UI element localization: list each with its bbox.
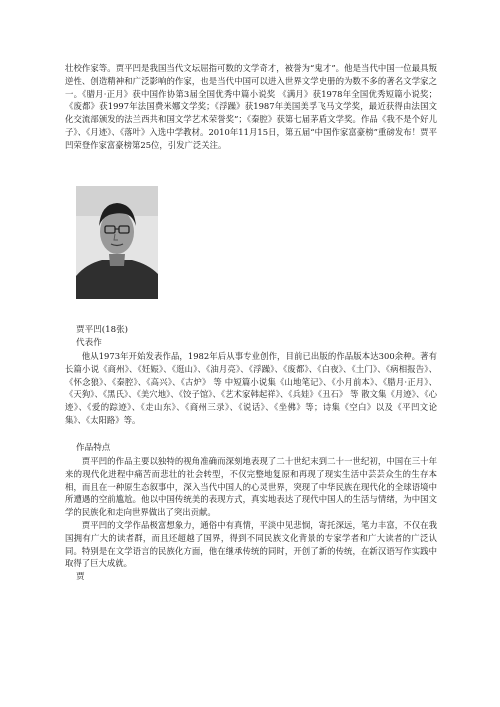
author-photo[interactable] <box>76 186 158 299</box>
author-portrait-image <box>76 186 158 299</box>
photo-caption[interactable]: 贾平凹(18张) <box>76 325 129 335</box>
intro-paragraph: 壮校作家等。贾平凹是我国当代文坛屈指可数的文学奇才，被誉为“鬼才”。他是当代中国一位最具叛逆性、创造精神和广泛影响的作家，也是当代中国可以进入世界文学史册的为数不多的著名文学家之一。《腊月·正月》获中国作协第3届全国优秀中篇小说奖 《满月》获1978年全国优秀短篇小说奖；《废都》获1997年法国费米娜文学奖；《浮躁》获1987年美国美孚飞马文学奖，最近获得由法国文化交流部颁发的法兰西共和国文学艺术荣誉奖”；《秦腔》获第七届茅盾文学奖。作品《我不是个好儿子》、《月迹》、《落叶》入选中学教材。2010年11月15日，第五届“中国作家富豪榜”重磅发布！贾平凹荣登作家富豪榜第25位，引发广泛关注。 <box>65 63 437 150</box>
features-heading: 作品特点 <box>76 443 111 453</box>
representative-works-heading: 代表作 <box>76 338 102 348</box>
features-paragraph: 贾平凹的文学作品极富想象力，通俗中有真情，平淡中见悲悯，寄托深远，笔力丰富，不仅在我国拥有广大的读者群，而且还超越了国界，得到不同民族文化背景的专家学者和广大读者的广泛认同。特别是在文学语言的民族化方面，他在继承传统的同时，开创了新的传统，在新汉语写作实践中取得了巨大成就。 <box>65 520 437 569</box>
features-paragraph: 贾平凹的作品主要以独特的视角准确而深刻地表现了二十世纪末到二十一世纪初，中国在三十年来的现代化进程中痛苦而悲壮的社会转型，不仅完整地复原和再现了现实生活中芸芸众生的生存本相，而且在一种原生态叙事中，深入当代中国人的心灵世界，突现了中华民族在现代化的全球语境中所遭遇的空前尴尬。他以中国传统美的表现方式，真实地表达了现代中国人的生活与情绪，为中国文学的民族化和走向世界做出了突出贡献。 <box>65 456 437 518</box>
representative-works-paragraph: 他从1973年开始发表作品，1982年后从事专业创作，目前已出版的作品版本达300余种。著有长篇小说《商州》、《妊娠》、《逛山》、《油月亮》、《浮躁》、《废都》、《白夜》、《土门》、《病相报告》、《怀念狼》、《秦腔》、《高兴》、《古炉》 等 中短篇小说集《山地笔记》、《小月前本》、《腊月·正月》、《天狗》、《黑氏》、《美穴地》、《饺子馆》、《艺术家韩起祥》、《兵娃》《丑石》 等 散文集《月迹》、《心迹》、《爱的踪迹》、《走山东》、《商州三录》、《说话》、《坐佛》等；诗集《空白》以及《平凹文论集》、《太阳路》等。 <box>65 351 437 425</box>
truncated-text: 贾 <box>76 572 85 582</box>
